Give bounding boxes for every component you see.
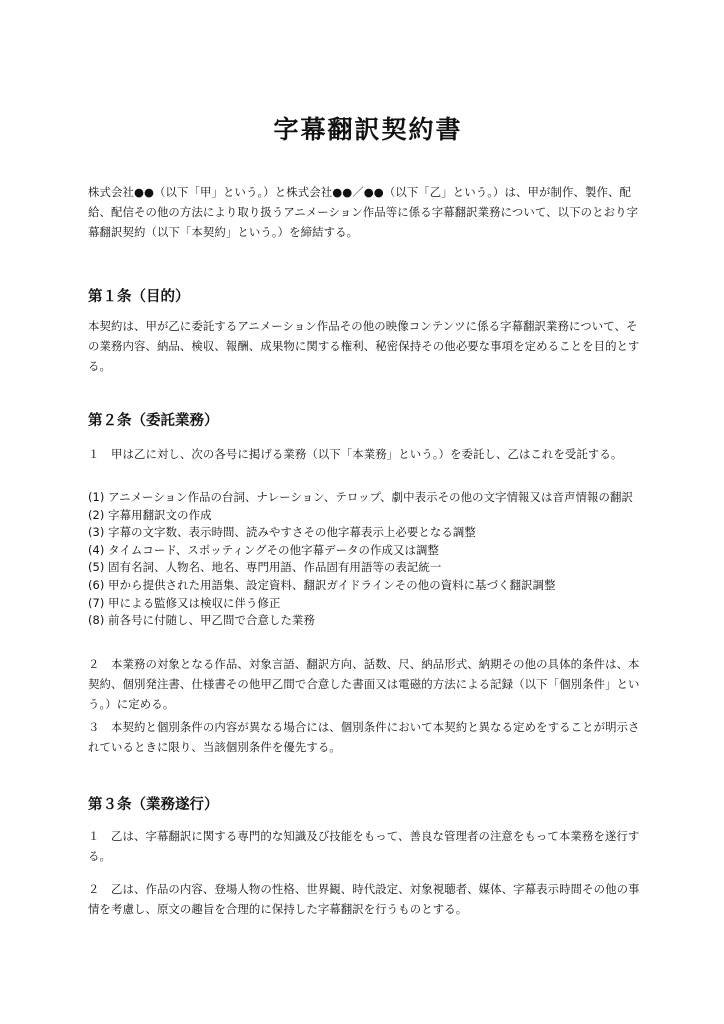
article-3-heading: 第３条（業務遂行） <box>88 797 219 813</box>
article-3-para-1-block <box>88 826 648 866</box>
article-1-body-block <box>88 316 648 376</box>
list-item: (5) 固有名詞、人物名、地名、専門用語、作品固有用語等の表記統一 <box>88 560 442 575</box>
article-1 <box>88 287 648 307</box>
article-1-body: 本契約は、甲が乙に委託するアニメーション作品その他の映像コンテンツに係る字幕翻訳業務について、その業務内容、納品、検収、報酬、成果物に関する権利、秘密保持その他必要な事項を定めることを目的とする。 <box>88 319 640 373</box>
list-item: (8) 前各号に付随し、甲乙間で合意した業務 <box>88 613 315 628</box>
article-2-items <box>88 489 648 630</box>
article-2-para-1-block <box>88 444 648 464</box>
preamble-section <box>88 182 648 242</box>
list-item: (2) 字幕用翻訳文の作成 <box>88 507 212 522</box>
article-3 <box>88 795 648 815</box>
list-item: (1) アニメーション作品の台詞、ナレーション、テロップ、劇中表示その他の文字情報又は音声情報の翻訳 <box>88 490 633 504</box>
list-item: (7) 甲による監修又は検収に伴う修正 <box>88 595 281 610</box>
list-item: (3) 字幕の文字数、表示時間、読みやすさその他字幕表示上必要となる調整 <box>88 525 476 540</box>
article-3-para-1: １ 乙は、字幕翻訳に関する専門的な知識及び技能をもって、善良な管理者の注意をもって本業務を遂行する。 <box>88 829 640 863</box>
article-2-para-3-block <box>88 717 648 757</box>
preamble-text: 株式会社●●（以下「甲」という。）と株式会社●●／●●（以下「乙」という。）は、甲が制作、製作、配給、配信その他の方法により取り扱うアニメーション作品等に係る字幕翻訳業務について、以下のとおり字幕翻訳契約（以下「本契約」という。）を締結する。 <box>88 185 639 239</box>
article-3-para-2-block <box>88 879 648 919</box>
document-title: 字幕翻訳契約書 <box>273 115 463 144</box>
article-2-para-3: ３ 本契約と個別条件の内容が異なる場合には、個別条件において本契約と異なる定めをすることが明示されているときに限り、当該個別条件を優先する。 <box>88 720 640 754</box>
article-2-para-2: ２ 本業務の対象となる作品、対象言語、翻訳方向、話数、尺、納品形式、納期その他の具体的条件は、本契約、個別発注書、仕様書その他甲乙間で合意した書面又は電磁的方法による記録（以下「個別条件」という。）に定める。 <box>88 657 640 711</box>
article-1-heading: 第１条（目的） <box>88 289 190 305</box>
article-2 <box>88 411 648 431</box>
article-2-para-2-block <box>88 654 648 714</box>
list-item: (4) タイムコード、スポッティングその他字幕データの作成又は調整 <box>88 542 439 557</box>
article-2-heading: 第２条（委託業務） <box>88 413 219 429</box>
list-item: (6) 甲から提供された用語集、設定資料、翻訳ガイドラインその他の資料に基づく翻訳調整 <box>88 577 556 592</box>
article-3-para-2: ２ 乙は、作品の内容、登場人物の性格、世界観、時代設定、対象視聴者、媒体、字幕表示時間その他の事情を考慮し、原文の趣旨を合理的に保持した字幕翻訳を行うものとする。 <box>88 882 640 916</box>
article-2-para-1: １ 甲は乙に対し、次の各号に掲げる業務（以下「本業務」という。）を委託し、乙はこれを受託する。 <box>88 447 623 461</box>
